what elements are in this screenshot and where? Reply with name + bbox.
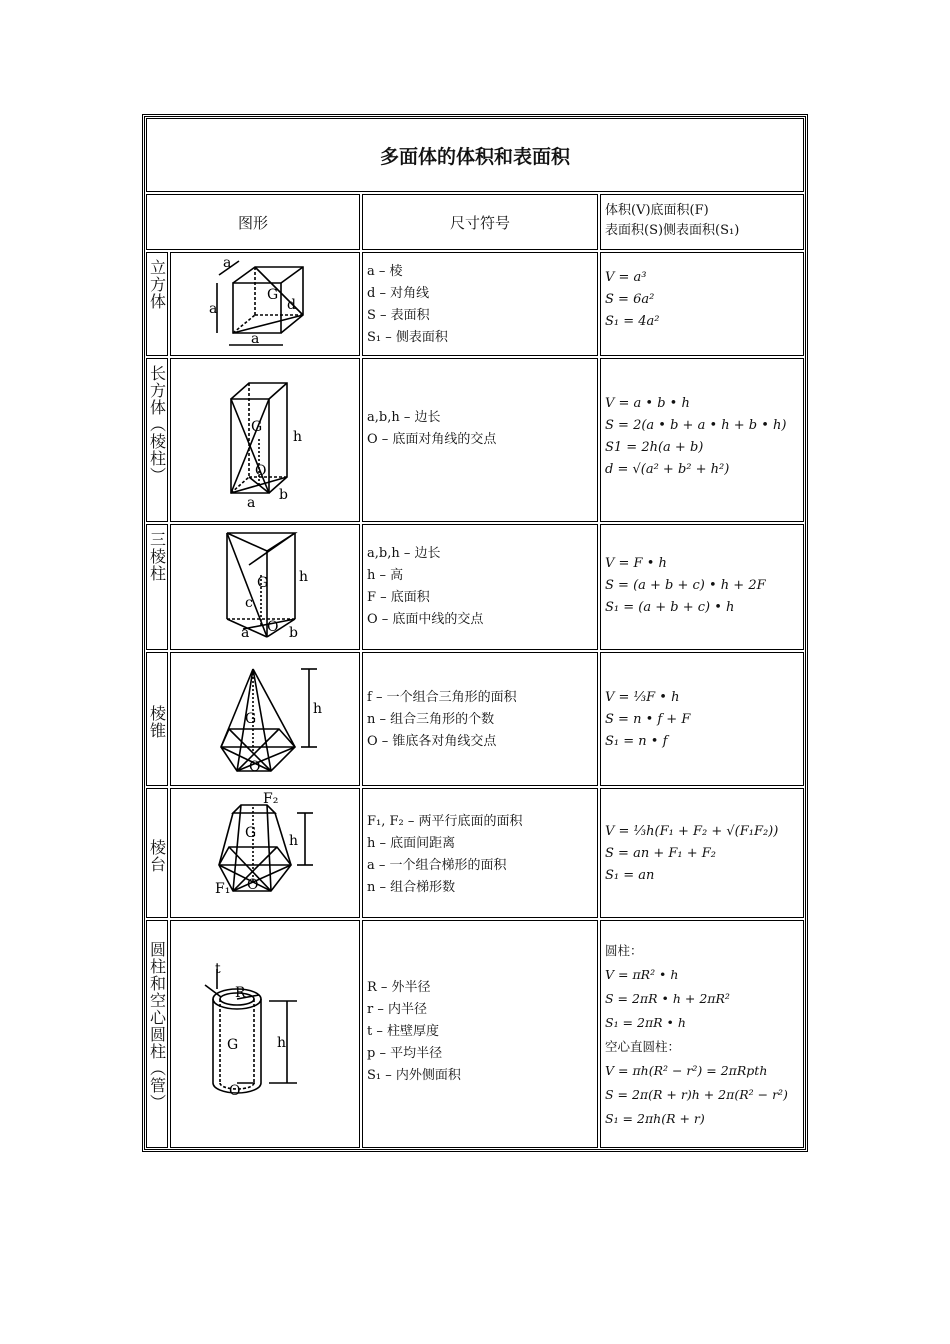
prism-label-b: b	[289, 625, 298, 641]
row-name-triangular-prism: 三棱柱	[146, 524, 168, 650]
header-symbols: 尺寸符号	[362, 194, 598, 250]
symbol-line: r – 内半径	[367, 1002, 427, 1017]
symbols-triangular-prism	[362, 524, 598, 650]
symbol-line: O – 底面中线的交点	[367, 612, 484, 627]
formulas-triangular-prism	[600, 524, 804, 650]
pyramid-label-g: G	[245, 711, 257, 727]
formula-heading-cylinder: 圆柱：	[605, 943, 643, 958]
cylinder-label-t: t	[215, 961, 221, 977]
prism-label-o: O	[267, 619, 279, 635]
cylinder-label-g: G	[227, 1037, 239, 1053]
frustum-figure	[171, 789, 361, 919]
cuboid-figure	[171, 359, 361, 523]
cuboid-label-a: a	[247, 495, 256, 511]
symbol-line: n – 组合梯形数	[367, 880, 456, 895]
frustum-label-g: G	[245, 825, 257, 841]
cube-label-a-top: a	[223, 255, 232, 271]
formulas-cylinder	[600, 920, 804, 1148]
frustum-label-f2: F₂	[263, 791, 279, 807]
formula-line: S₁ = 4a²	[605, 314, 660, 329]
figure-cell-pyramid	[170, 652, 360, 786]
prism-label-g: G	[257, 575, 269, 591]
formula-line: S₁ = (a + b + c) • h	[605, 600, 735, 615]
header-formulas-line2: 表面积(S)侧表面积(S₁)	[605, 223, 740, 238]
symbol-line: n – 组合三角形的个数	[367, 712, 495, 727]
cylinder-label-r: R	[235, 985, 246, 1001]
row-name-frustum: 棱台	[146, 788, 168, 918]
triangular-prism-figure	[171, 525, 361, 651]
symbol-line: O – 锥底各对角线交点	[367, 734, 497, 749]
symbols-cuboid	[362, 358, 598, 522]
formula-line: S₁ = 2πR • h	[605, 1015, 686, 1030]
frustum-label-f1: F₁	[215, 881, 231, 897]
prism-label-c: c	[245, 595, 253, 611]
frustum-label-h: h	[289, 833, 299, 849]
formula-line: S = n • f + F	[605, 712, 691, 727]
figure-cell-cylinder	[170, 920, 360, 1148]
cuboid-label-g: G	[251, 419, 263, 435]
cylinder-figure	[171, 921, 361, 1149]
formulas-pyramid	[600, 652, 804, 786]
formula-line: S = 2π(R + r)h + 2π(R² − r²)	[605, 1087, 788, 1102]
figure-cell-triangular-prism	[170, 524, 360, 650]
figure-cell-cube	[170, 252, 360, 356]
symbols-frustum	[362, 788, 598, 918]
symbol-line: p – 平均半径	[367, 1046, 443, 1061]
formula-line: V = πh(R² − r²) = 2πRpth	[605, 1063, 768, 1078]
symbol-line: f – 一个组合三角形的面积	[367, 690, 517, 705]
formula-heading-hollow-cylinder: 空心直圆柱：	[605, 1039, 681, 1054]
formula-line: S = (a + b + c) • h + 2F	[605, 578, 766, 593]
symbol-line: F – 底面积	[367, 590, 430, 605]
formula-line: V = a • b • h	[605, 396, 690, 411]
formula-line: V = πR² • h	[605, 967, 679, 982]
symbol-line: a – 一个组合梯形的面积	[367, 858, 507, 873]
cuboid-label-o: O	[255, 463, 267, 479]
symbol-line: a – 棱	[367, 264, 403, 279]
formulas-cuboid	[600, 358, 804, 522]
row-name-cube: 立方体	[146, 252, 168, 356]
formula-line: S₁ = an	[605, 868, 655, 883]
formula-line: V = a³	[605, 270, 647, 285]
figure-cell-frustum	[170, 788, 360, 918]
cuboid-label-b: b	[279, 487, 288, 503]
symbol-line: R – 外半径	[367, 980, 431, 995]
formula-line: V = ⅓h(F₁ + F₂ + √(F₁F₂))	[605, 824, 779, 839]
symbols-cube	[362, 252, 598, 356]
symbol-line: F₁, F₂ – 两平行底面的面积	[367, 814, 523, 829]
symbol-line: a,b,h – 边长	[367, 410, 441, 425]
cylinder-label-o: O	[229, 1083, 241, 1099]
symbol-line: O – 底面对角线的交点	[367, 432, 497, 447]
cube-label-a-left: a	[209, 301, 218, 317]
header-formulas-line1: 体积(V)底面积(F)	[605, 203, 709, 218]
header-figure: 图形	[146, 194, 360, 250]
formulas-cube	[600, 252, 804, 356]
formula-line: S = 6a²	[605, 292, 655, 307]
pyramid-label-h: h	[313, 701, 323, 717]
row-name-cylinder: 圆柱和空心圆柱（管）	[146, 920, 168, 1148]
formula-line: S₁ = n • f	[605, 734, 668, 749]
pyramid-label-o: O	[249, 759, 261, 775]
symbol-line: t – 柱壁厚度	[367, 1024, 439, 1039]
frustum-label-o: O	[247, 877, 259, 893]
header-formulas	[600, 194, 804, 250]
symbol-line: S₁ – 内外侧面积	[367, 1068, 461, 1083]
formula-line: V = ⅓F • h	[605, 690, 680, 705]
figure-cell-cuboid	[170, 358, 360, 522]
formula-line: S1 = 2h(a + b)	[605, 440, 704, 455]
symbols-cylinder	[362, 920, 598, 1148]
row-name-cuboid: 长方体（棱柱）	[146, 358, 168, 522]
symbol-line: a,b,h – 边长	[367, 546, 441, 561]
cube-figure	[171, 253, 361, 357]
cylinder-label-h: h	[277, 1035, 287, 1051]
symbol-line: d – 对角线	[367, 286, 430, 301]
cube-label-a-bottom: a	[251, 331, 260, 347]
symbols-pyramid	[362, 652, 598, 786]
table-title: 多面体的体积和表面积	[146, 118, 804, 192]
prism-label-h: h	[299, 569, 309, 585]
formula-line: S₁ = 2πh(R + r)	[605, 1111, 705, 1126]
formula-line: S = 2πR • h + 2πR²	[605, 991, 730, 1006]
symbol-line: S₁ – 侧表面积	[367, 330, 448, 345]
formulas-frustum	[600, 788, 804, 918]
symbol-line: h – 高	[367, 568, 404, 583]
pyramid-figure	[171, 653, 361, 787]
prism-label-a: a	[241, 625, 250, 641]
symbol-line: S – 表面积	[367, 308, 430, 323]
cuboid-label-h: h	[293, 429, 303, 445]
cube-label-g: G	[267, 287, 279, 303]
row-name-pyramid: 棱锥	[146, 652, 168, 786]
formula-line: d = √(a² + b² + h²)	[605, 462, 730, 477]
formula-line: S = 2(a • b + a • h + b • h)	[605, 418, 787, 433]
cube-label-d: d	[287, 297, 296, 313]
formula-line: V = F • h	[605, 556, 667, 571]
symbol-line: h – 底面间距离	[367, 836, 456, 851]
formula-line: S = an + F₁ + F₂	[605, 846, 716, 861]
